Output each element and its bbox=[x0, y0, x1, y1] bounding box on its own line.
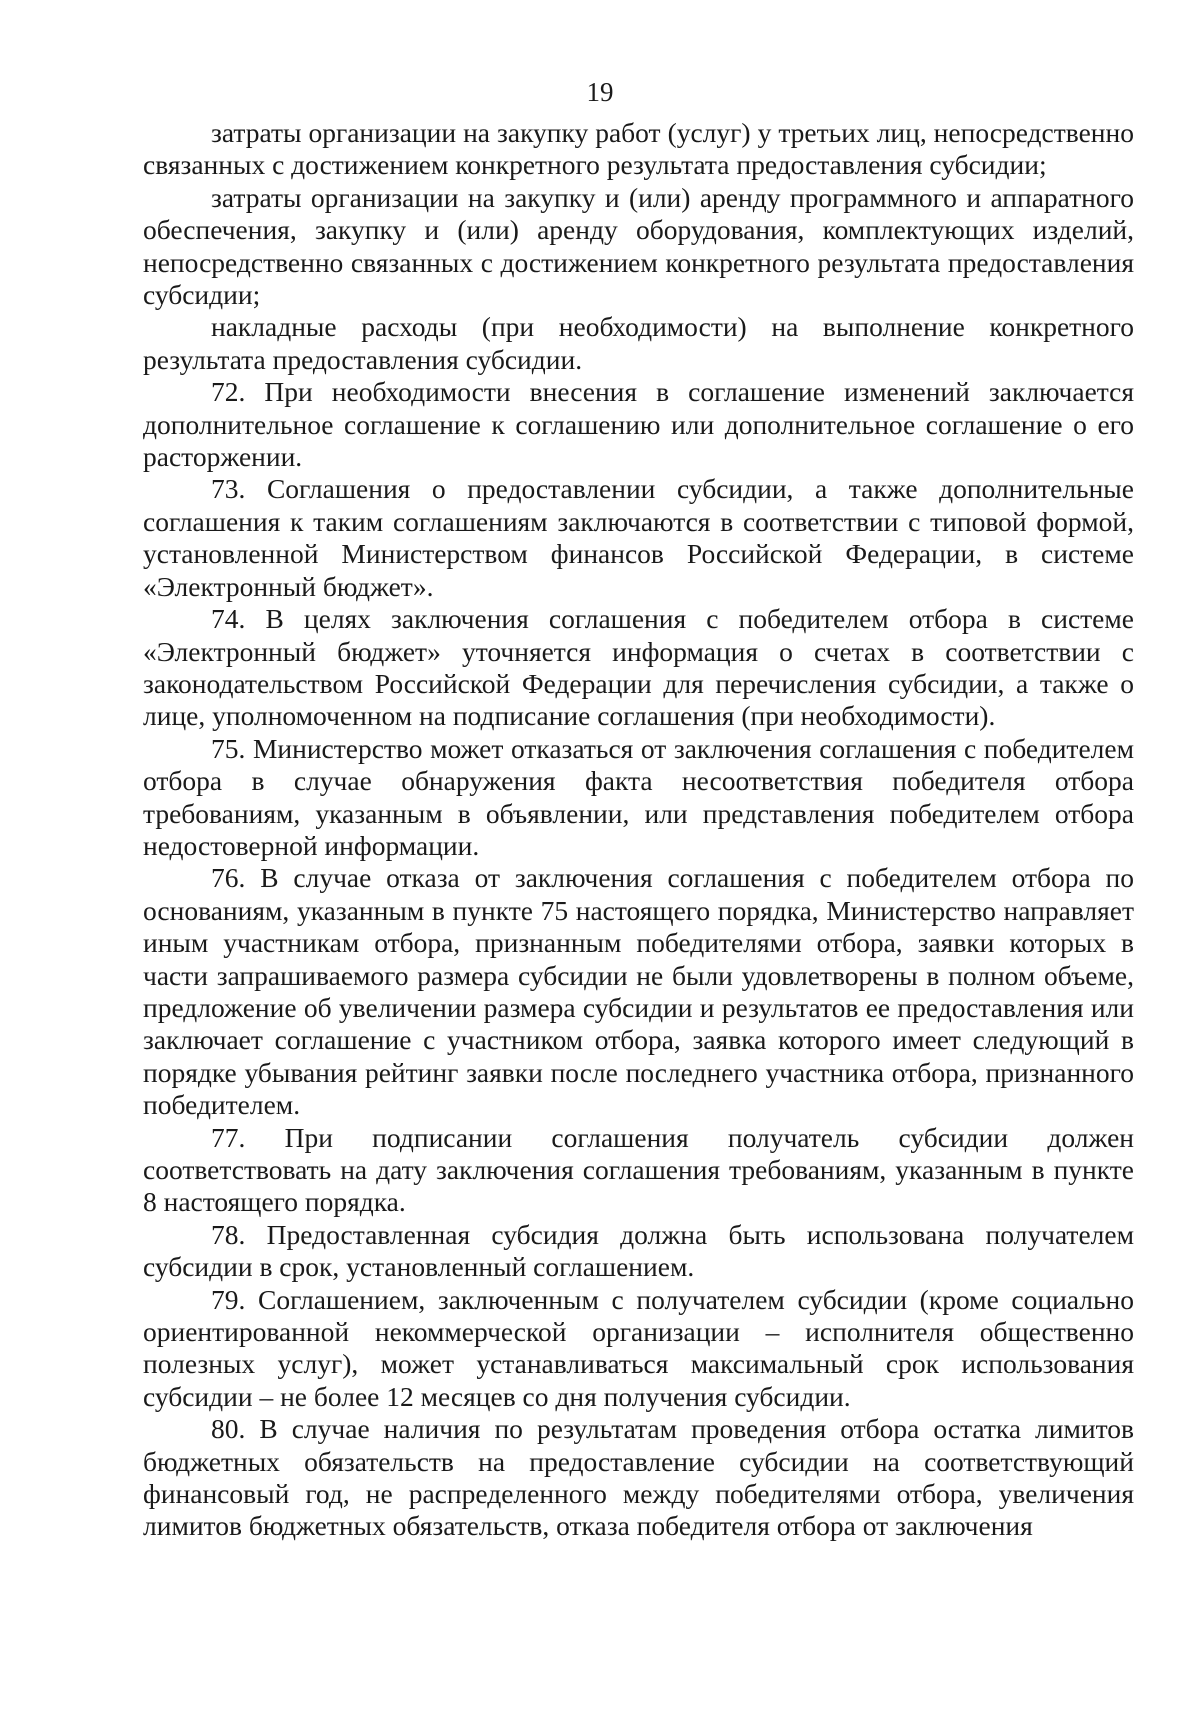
paragraph-78: 78. Предоставленная субсидия должна быть использована получателем субсидии в срок, установленный соглашением. bbox=[143, 1218, 1134, 1283]
paragraph-77: 77. При подписании соглашения получатель субсидии должен соответствовать на дату заключения соглашения требованиям, указанным в пункте 8 настоящего порядка. bbox=[143, 1121, 1134, 1218]
paragraph-costs-software-hardware: затраты организации на закупку и (или) аренду программного и аппаратного обеспечения, закупку и (или) аренду оборудования, комплектующих изделий, непосредственно связанных с достижением конкретного результата предоставления субсидии; bbox=[143, 181, 1134, 311]
paragraph-overhead-costs: накладные расходы (при необходимости) на выполнение конкретного результата предоставления субсидии. bbox=[143, 311, 1134, 375]
paragraph-79: 79. Соглашением, заключенным с получателем субсидии (кроме социально ориентированной некоммерческой организации – исполнителя общественно полезных услуг), может устанавливаться максимальный срок использования субсидии – не более 12 месяцев со дня получения субсидии. bbox=[143, 1283, 1134, 1412]
paragraph-72: 72. При необходимости внесения в соглашение изменений заключается дополнительное соглашение к соглашению или дополнительное соглашение о его расторжении. bbox=[143, 376, 1134, 473]
paragraph-costs-third-party-services: затраты организации на закупку работ (услуг) у третьих лиц, непосредственно связанных с достижением конкретного результата предоставления субсидии; bbox=[143, 117, 1134, 181]
page-number: 19 bbox=[586, 77, 614, 107]
paragraph-74: 74. В целях заключения соглашения с победителем отбора в системе «Электронный бюджет» уточняется информация о счетах в соответствии с законодательством Российской Федерации для перечисления субсидии, а также о лице, уполномоченном на подписание соглашения (при необходимости). bbox=[143, 603, 1134, 732]
paragraph-76: 76. В случае отказа от заключения соглашения с победителем отбора по основаниям, указанным в пункте 75 настоящего порядка, Министерство направляет иным участникам отбора, признанным победителями отбора, заявки которых в части запрашиваемого размера субсидии не были удовлетворены в полном объеме, предложение об увеличении размера субсидии и результатов ее предоставления или заключает соглашение с участником отбора, заявка которого имеет следующий в порядке убывания рейтинг заявки после последнего участника отбора, признанного победителем. bbox=[143, 862, 1134, 1121]
paragraph-80: 80. В случае наличия по результатам проведения отбора остатка лимитов бюджетных обязательств на предоставление субсидии на соответствующий финансовый год, не распределенного между победителями отбора, увеличения лимитов бюджетных обязательств, отказа победителя отбора от заключения bbox=[143, 1413, 1134, 1542]
paragraph-75: 75. Министерство может отказаться от заключения соглашения с победителем отбора в случае обнаружения факта несоответствия победителя отбора требованиям, указанным в объявлении, или представления победителем отбора недостоверной информации. bbox=[143, 732, 1134, 861]
paragraph-73: 73. Соглашения о предоставлении субсидии, а также дополнительные соглашения к таким соглашениям заключаются в соответствии с типовой формой, установленной Министерством финансов Российской Федерации, в системе «Электронный бюджет». bbox=[143, 473, 1134, 602]
document-body bbox=[143, 117, 1134, 1543]
